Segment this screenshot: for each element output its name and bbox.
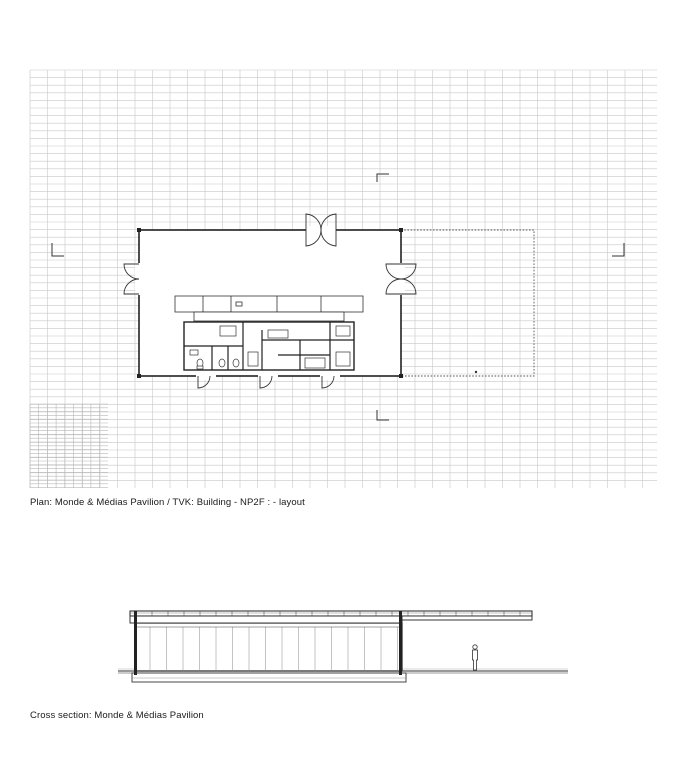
ground-line [118, 669, 568, 673]
facade-mullions [150, 627, 398, 671]
roof-structure [130, 611, 532, 623]
section-caption: Cross section: Monde & Médias Pavilion [30, 710, 204, 721]
roof-joists [136, 611, 520, 616]
foundation-slab [132, 673, 406, 682]
human-scale-figure [473, 645, 478, 670]
enclosure-volume [136, 623, 402, 671]
plan-caption: Plan: Monde & Médias Pavilion / TVK: Building - NP2F : - layout [30, 497, 305, 508]
counter-furniture [175, 296, 363, 321]
paving-grid-dense-patch [30, 404, 108, 488]
canopy-column [475, 371, 477, 373]
service-core [184, 322, 354, 370]
section-columns [134, 611, 402, 675]
